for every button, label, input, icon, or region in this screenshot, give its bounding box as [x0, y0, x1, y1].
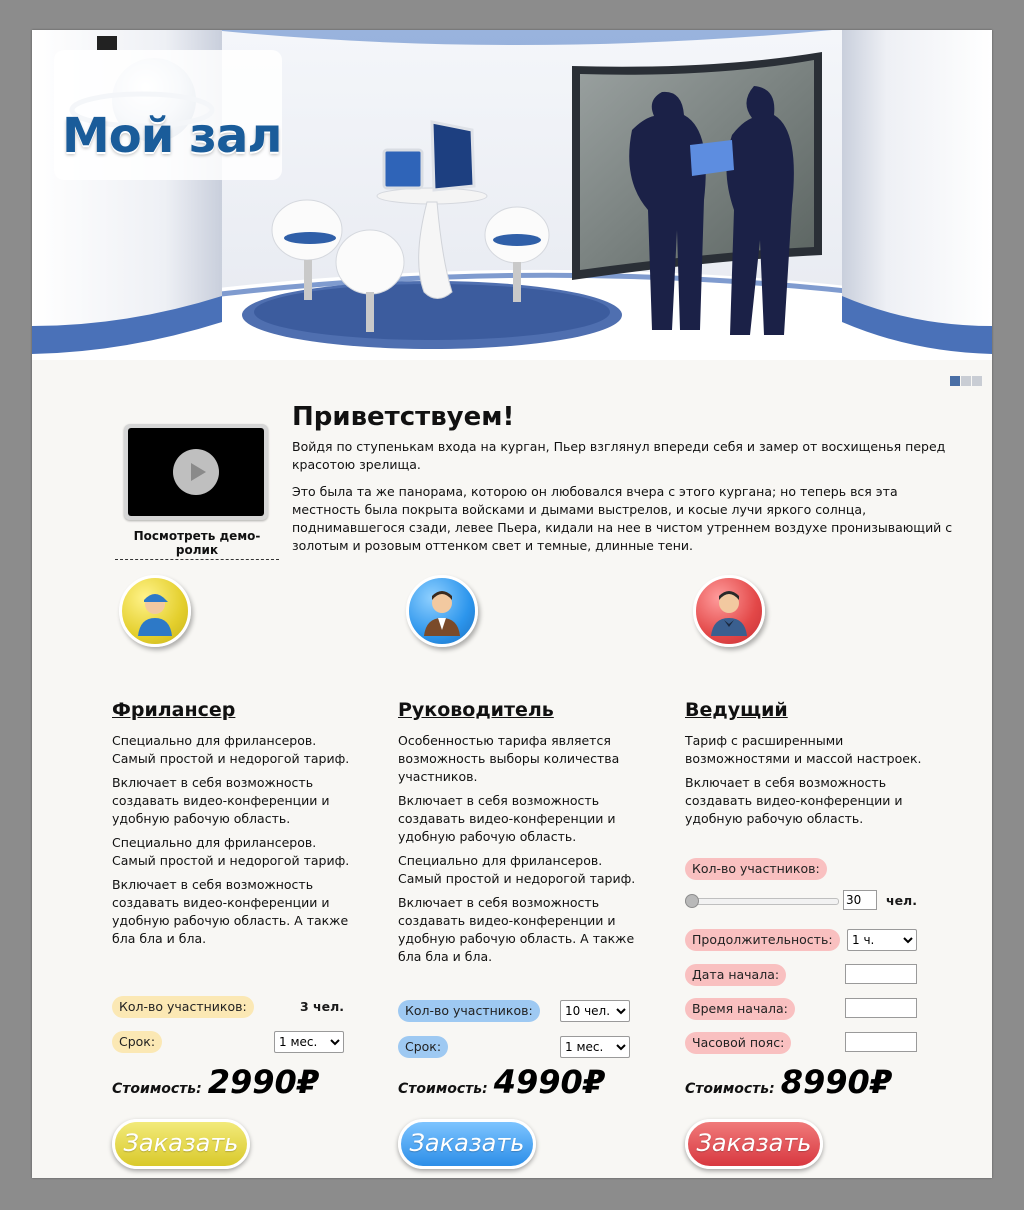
price-amount: 2990₽	[207, 1063, 320, 1101]
participants-select[interactable]	[560, 1000, 630, 1022]
term-label: Срок:	[112, 1031, 162, 1053]
participants-label: Кол-во участников:	[112, 996, 254, 1018]
start-time-row	[685, 998, 917, 1024]
plan-description	[112, 732, 352, 954]
participants-label: Кол-во участников:	[398, 1000, 540, 1022]
plan-desc-line: Особенностью тарифа является возможность выборы количества участников.	[398, 733, 620, 784]
manager-avatar-icon	[406, 575, 478, 647]
demo-video-thumbnail[interactable]	[124, 424, 268, 520]
duration-select[interactable]	[847, 929, 917, 951]
plan-desc-line: Специально для фрилансеров. Самый простой и недорогой тариф.	[112, 835, 350, 868]
slider-track[interactable]	[685, 898, 839, 905]
plan-desc-line: Тариф с расширенными возможностями и массой настроек.	[685, 733, 922, 766]
participants-input[interactable]	[843, 890, 877, 910]
price-label: Стоимость:	[398, 1081, 488, 1097]
page-title: Приветствуем!	[292, 402, 515, 432]
price-label: Стоимость:	[685, 1081, 775, 1097]
plan-desc-line: Включает в себя возможность создавать видео-конференции и удобную рабочую область.	[398, 793, 616, 844]
price-label: Стоимость:	[112, 1081, 202, 1097]
plan-desc-line: Включает в себя возможность создавать видео-конференции и удобную рабочую область. А также бла бла и бла.	[398, 895, 635, 964]
plan-desc-line: Специально для фрилансеров. Самый простой и недорогой тариф.	[112, 733, 350, 766]
plan-desc-line: Включает в себя возможность создавать видео-конференции и удобную рабочую область.	[112, 775, 330, 826]
plan-desc-line: Включает в себя возможность создавать видео-конференции и удобную рабочую область. А также бла бла и бла.	[112, 877, 349, 946]
order-button[interactable]: Заказать	[398, 1119, 536, 1169]
start-time-field[interactable]	[845, 998, 917, 1018]
host-avatar-icon	[693, 575, 765, 647]
participants-row	[112, 996, 344, 1022]
intro-paragraph: Войдя по ступенькам входа на курган, Пьер взглянул впереди себя и замер от восхищенья перед красотою зрелища.	[292, 439, 946, 472]
order-button[interactable]: Заказать	[685, 1119, 823, 1169]
plan-desc-line: Включает в себя возможность создавать видео-конференции и удобную рабочую область.	[685, 775, 903, 826]
plan-desc-line: Специально для фрилансеров. Самый простой и недорогой тариф.	[398, 853, 636, 886]
intro-paragraph: Это была та же панорама, которою он любовался вчера с этого кургана; но теперь вся эта местность была покрыта войсками и дымами выстрелов, и косые лучи яркого солнца, поднимавшегося сзади, левее Пьера, кидали на нее в чистом утреннем воздухе пронизывающий с золотым и розовым оттенком свет и темные, длинные тени.	[292, 484, 953, 553]
plan-description	[398, 732, 638, 972]
participants-slider	[685, 890, 917, 914]
duration-label: Продолжительность:	[685, 929, 840, 951]
plan-title: Руководитель	[398, 699, 554, 721]
demo-video-link[interactable]: Посмотреть демо-ролик	[115, 529, 279, 560]
plan-title: Фрилансер	[112, 699, 236, 721]
term-label: Срок:	[398, 1036, 448, 1058]
duration-row	[685, 929, 917, 955]
logo[interactable]: Мой зал	[62, 108, 282, 164]
page	[32, 30, 992, 1178]
plan-title: Ведущий	[685, 699, 788, 721]
price	[398, 1063, 648, 1101]
term-row	[112, 1031, 344, 1057]
slider-pagination	[949, 371, 982, 390]
term-select[interactable]	[560, 1036, 630, 1058]
participants-row	[398, 1000, 630, 1026]
slide-dot[interactable]	[950, 376, 960, 386]
start-date-row	[685, 964, 917, 990]
start-date-label: Дата начала:	[685, 964, 786, 986]
term-select[interactable]	[274, 1031, 344, 1053]
price-amount: 8990₽	[780, 1063, 893, 1101]
price	[685, 1063, 935, 1101]
price	[112, 1063, 362, 1101]
start-time-label: Время начала:	[685, 998, 795, 1020]
freelancer-avatar-icon	[119, 575, 191, 647]
order-button[interactable]: Заказать	[112, 1119, 250, 1169]
slide-dot[interactable]	[972, 376, 982, 386]
term-row	[398, 1036, 630, 1062]
participants-row	[685, 858, 917, 884]
hero-banner	[32, 30, 992, 360]
price-amount: 4990₽	[493, 1063, 606, 1101]
video-screen	[128, 428, 264, 516]
start-date-field[interactable]	[845, 964, 917, 984]
slide-dot[interactable]	[961, 376, 971, 386]
timezone-label: Часовой пояс:	[685, 1032, 791, 1054]
participants-value: 3 чел.	[299, 999, 344, 1014]
plan-description	[685, 732, 925, 834]
timezone-row	[685, 1032, 917, 1058]
participants-label: Кол-во участников:	[685, 858, 827, 880]
intro-section	[292, 402, 962, 564]
participants-unit: чел.	[886, 893, 917, 908]
play-icon[interactable]	[173, 449, 219, 495]
timezone-field[interactable]	[845, 1032, 917, 1052]
slider-handle[interactable]	[685, 894, 699, 908]
